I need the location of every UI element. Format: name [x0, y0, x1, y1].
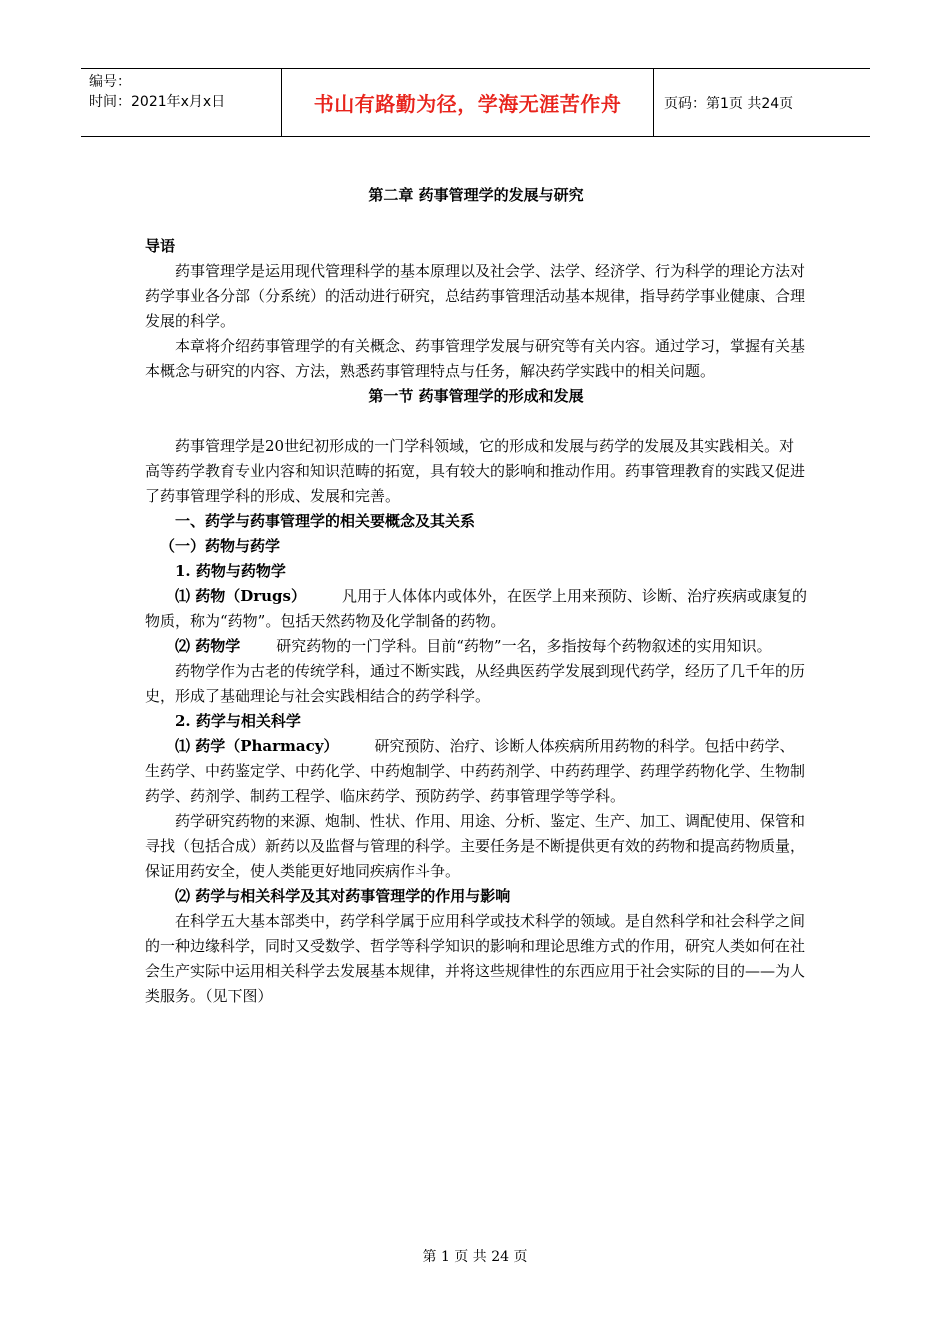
definition-text: 研究预防、治疗、诊断人体疾病所用药物的科学。包括中药学、生药学、中药鉴定学、中药化学、中药炮制学、中药药剂学、中药药理学、药理学药物化学、生物制药学、药剂学、制药工程学、临床药学、预防药学、药事管理学等学科。: [145, 737, 806, 805]
document-date: 时间：2021年x月x日: [89, 94, 226, 110]
header-motto: 书山有路勤为径，学海无涯苦作舟: [281, 69, 654, 136]
body-paragraph: 药学研究药物的来源、炮制、性状、作用、用途、分析、鉴定、生产、加工、调配使用、保管和寻找（包括合成）新药以及监督与管理的科学。主要任务是不断提供更有效的药物和提高药物质量，保证用药安全，使人类能更好地同疾病作斗争。: [145, 812, 806, 880]
chapter-title: 第二章 药事管理学的发展与研究: [368, 186, 584, 204]
body-paragraph: 在科学五大基本部类中，药学科学属于应用科学或技术科学的领域。是自然科学和社会科学之间的一种边缘科学，同时又受数学、哲学等科学知识的影响和理论思维方式的作用，研究人类如何在社会生产实际中运用相关科学去发展基本规律，并将这些规律性的东西应用于社会实际的目的——为人类服务。（见下图）: [145, 912, 806, 1005]
body-paragraph: 药物学作为古老的传统学科，通过不断实践，从经典医药学发展到现代药学，经历了几千年的历史，形成了基础理论与社会实践相结合的药学科学。: [145, 662, 806, 705]
section-title: 第一节 药事管理学的形成和发展: [368, 387, 584, 405]
header-page-info: 页码：第1页 共24页: [664, 95, 794, 112]
intro-paragraph: 本章将介绍药事管理学的有关概念、药事管理学发展与研究等有关内容。通过学习，掌握有关基本概念与研究的内容、方法，熟悉药事管理特点与任务，解决药学实践中的相关问题。: [145, 337, 806, 380]
definition-term: ⑵ 药物学: [175, 637, 241, 655]
definition-paragraph: [145, 584, 807, 634]
heading-level-2: （一）药物与药学: [160, 537, 281, 555]
definition-paragraph: [145, 734, 807, 809]
heading-level-3: 1. 药物与药物学: [175, 562, 286, 580]
document-number-label: 编号：: [89, 74, 131, 90]
definition-term: ⑴ 药学（Pharmacy）: [175, 737, 339, 755]
definition-text: 研究药物的一门学科。目前“药物”一名，多指按每个药物叙述的实用知识。: [276, 637, 772, 655]
heading-level-3: 2. 药学与相关科学: [175, 712, 301, 730]
body-paragraph: 药事管理学是20世纪初形成的一门学科领域，它的形成和发展与药学的发展及其实践相关。对高等药学教育专业内容和知识范畴的拓宽，具有较大的影响和推动作用。药事管理教育的实践又促进了药事管理学科的形成、发展和完善。: [145, 437, 806, 505]
document-body: [145, 183, 807, 1009]
intro-paragraph: 药事管理学是运用现代管理科学的基本原理以及社会学、法学、经济学、行为科学的理论方法对药学事业各分部（分系统）的活动进行研究，总结药事管理活动基本规律，指导药学事业健康、合理发展的科学。: [145, 262, 806, 330]
page-footer: 第 1 页 共 24 页: [422, 1249, 528, 1265]
definition-text: 凡用于人体体内或体外，在医学上用来预防、诊断、治疗疾病或康复的物质，称为“药物”。包括天然药物及化学制备的药物。: [145, 587, 807, 630]
heading-level-1: 一、药学与药事管理学的相关要概念及其关系: [175, 512, 476, 530]
heading-level-4: ⑵ 药学与相关科学及其对药事管理学的作用与影响: [175, 887, 511, 905]
definition-paragraph: [145, 634, 807, 659]
intro-heading: 导语: [145, 237, 176, 255]
page-header: [81, 68, 870, 137]
header-meta: [81, 69, 281, 136]
definition-term: ⑴ 药物（Drugs）: [175, 587, 306, 605]
